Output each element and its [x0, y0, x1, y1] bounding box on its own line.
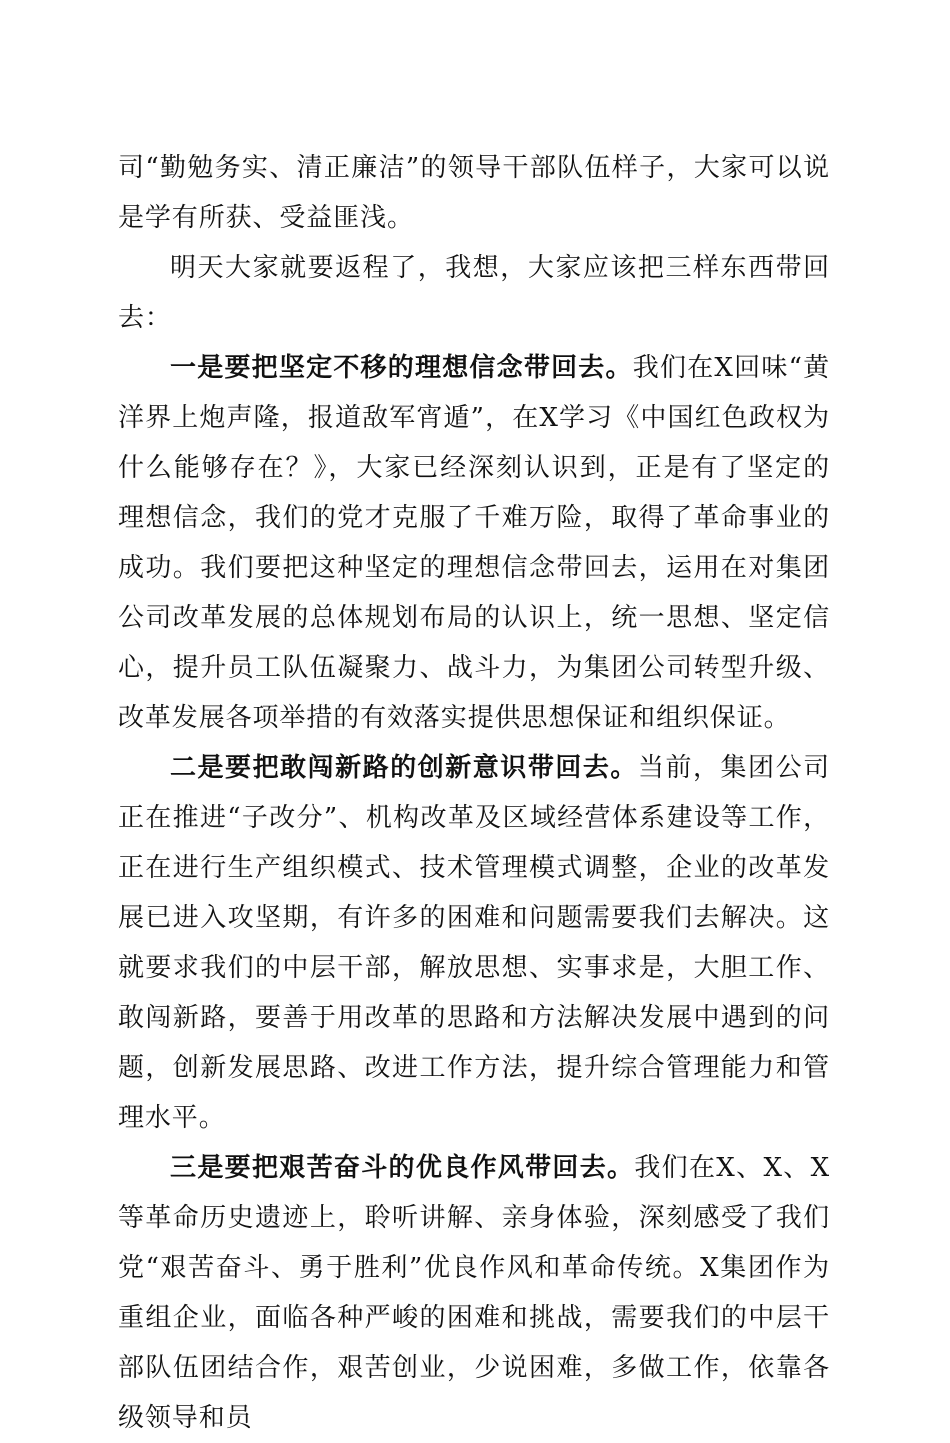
paragraph-heading: 二是要把敢闯新路的创新意识带回去。	[170, 753, 638, 783]
paragraph-text: 我们在X回味“黄洋界上炮声隆，报道敌军宵遁”，在X学习《中国红色政权为什么能够存在？》，大家已经深刻认识到，正是有了坚定的理想信念，我们的党才克服了千难万险，取得了革命事业的成功。我们要把这种坚定的理想信念带回去，运用在对集团公司改革发展的总体规划布局的认识上，统一思想、坚定信心，提升员工队伍凝聚力、战斗力，为集团公司转型升级、改革发展各项举措的有效落实提供思想保证和组织保证。	[118, 353, 830, 733]
paragraph-point-three	[118, 1143, 830, 1443]
paragraph-text: 司“勤勉务实、清正廉洁”的领导干部队伍样子，大家可以说是学有所获、受益匪浅。	[118, 153, 830, 233]
paragraph-continuation	[118, 143, 830, 243]
paragraph-intro	[118, 243, 830, 343]
paragraph-text: 明天大家就要返程了，我想，大家应该把三样东西带回去：	[118, 253, 830, 333]
paragraph-point-two	[118, 743, 830, 1143]
paragraph-text: 当前，集团公司正在推进“子改分”、机构改革及区域经营体系建设等工作，正在进行生产组织模式、技术管理模式调整，企业的改革发展已进入攻坚期，有许多的困难和问题需要我们去解决。这就要求我们的中层干部，解放思想、实事求是，大胆工作、敢闯新路，要善于用改革的思路和方法解决发展中遇到的问题，创新发展思路、改进工作方法，提升综合管理能力和管理水平。	[118, 753, 830, 1133]
paragraph-heading: 一是要把坚定不移的理想信念带回去。	[170, 353, 633, 383]
paragraph-heading: 三是要把艰苦奋斗的优良作风带回去。	[170, 1153, 635, 1183]
paragraph-point-one	[118, 343, 830, 743]
paragraph-text: 我们在X、X、X等革命历史遗迹上，聆听讲解、亲身体验，深刻感受了我们党“艰苦奋斗、勇于胜利”优良作风和革命传统。X集团作为重组企业，面临各种严峻的困难和挑战，需要我们的中层干部队伍团结合作，艰苦创业，少说困难，多做工作，依靠各级领导和员	[118, 1153, 830, 1433]
document-page	[118, 143, 830, 1443]
